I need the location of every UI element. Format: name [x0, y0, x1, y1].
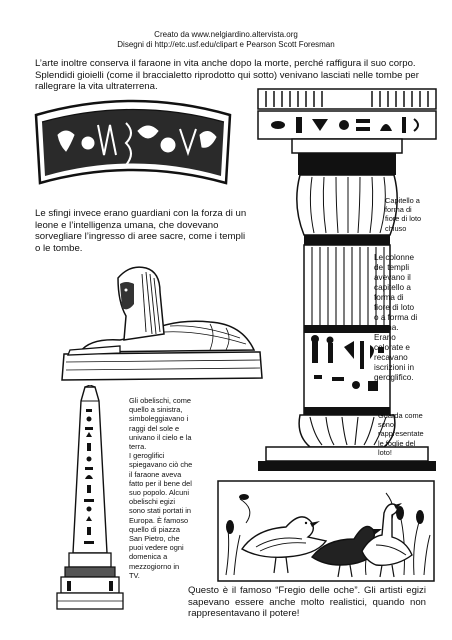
text-line: il faraone aveva [129, 469, 182, 479]
caption-line: Guarda come [378, 411, 423, 420]
text-line: iscrizioni in [374, 363, 415, 372]
caption-line: forma di [385, 205, 412, 215]
text-line: geroglifico. [374, 373, 414, 382]
text-line: colorate e [374, 343, 410, 352]
text-line: quello di piazza [129, 524, 180, 534]
sphinx-illustration [60, 258, 265, 383]
guarda-caption [378, 411, 444, 457]
credit-line-1: Creato da www.nelgiardino.altervista.org [154, 30, 298, 39]
text-line: fatto per il bene del [129, 478, 192, 488]
text-line: fiore di loto [374, 303, 415, 312]
text-line: dei templi [374, 263, 410, 272]
text-line: avevano il [374, 273, 411, 282]
text-line: spiegavano ciò che [129, 460, 193, 470]
text-line: Europa. È famoso [129, 515, 189, 525]
caption-line: chiuso [385, 223, 407, 233]
text-line: Gli obelischi, come [129, 396, 192, 405]
text-line: San Pietro, che [129, 534, 180, 544]
geese-frieze-illustration [216, 479, 436, 585]
text-line: forma di [374, 293, 404, 302]
text-line: I geroglifici [129, 451, 165, 461]
colonne-paragraph [374, 253, 448, 383]
bracelet-illustration [28, 95, 238, 200]
fregio-paragraph: Questo è il famoso “Fregio delle oche”. Gli artisti egizi sapevano essere anche molto realistici, quando non rappresentavano il potere! [188, 585, 426, 620]
text-line: capitello a [374, 283, 411, 292]
capitello-caption [385, 196, 447, 233]
text-line: suo popolo. Alcuni [129, 488, 189, 498]
text-line: terra. [129, 442, 147, 452]
caption-line: sono [378, 420, 395, 430]
text-line: palma. [374, 323, 399, 332]
caption-line: loto! [378, 447, 392, 457]
intro-paragraph: L’arte inoltre conserva il faraone in vita anche dopo la morte, perché raffigura il suo corpo. Splendidi gioielli (come il braccialetto riprodotto qui sotto) venivano lasciati nelle tombe per rallegrare la vita ultraterrena. [35, 58, 419, 93]
caption-line: le foglie del [378, 438, 416, 448]
text-line: TV. [129, 570, 140, 580]
text-line: mezzogiorno in [129, 561, 180, 571]
caption-line: rappresentate [378, 429, 424, 439]
text-line: recavano [374, 353, 408, 362]
text-line: sono stati portati in [129, 506, 192, 516]
caption-line: Capitello a [385, 196, 420, 205]
caption-line: fiore di loto [385, 214, 422, 224]
text-line: puoi vedere ogni [129, 543, 184, 553]
text-line: Erano [374, 333, 396, 342]
text-line: univano il cielo e la [129, 432, 192, 442]
text-line: Le colonne [374, 253, 415, 262]
text-line: o a forma di [374, 313, 418, 322]
obelisk-illustration [55, 385, 125, 615]
text-line: quello a sinistra, [129, 405, 183, 415]
credit-line-2: Disegni di http://etc.usf.edu/clipart e Pearson Scott Foresman [117, 40, 335, 49]
obelischi-paragraph [129, 396, 211, 580]
sfingi-paragraph: Le sfingi invece erano guardiani con la forza di un leone e l’intelligenza umana, che dovevano sorvegliare l’ingresso di aree sacre, come i templi o le tombe. [35, 208, 247, 254]
text-line: obelischi egizi [129, 497, 176, 507]
text-line: raggi del sole e [129, 423, 180, 433]
text-line: domenica a [129, 552, 168, 562]
text-line: simboleggiavano i [129, 414, 189, 424]
credits [0, 30, 452, 50]
